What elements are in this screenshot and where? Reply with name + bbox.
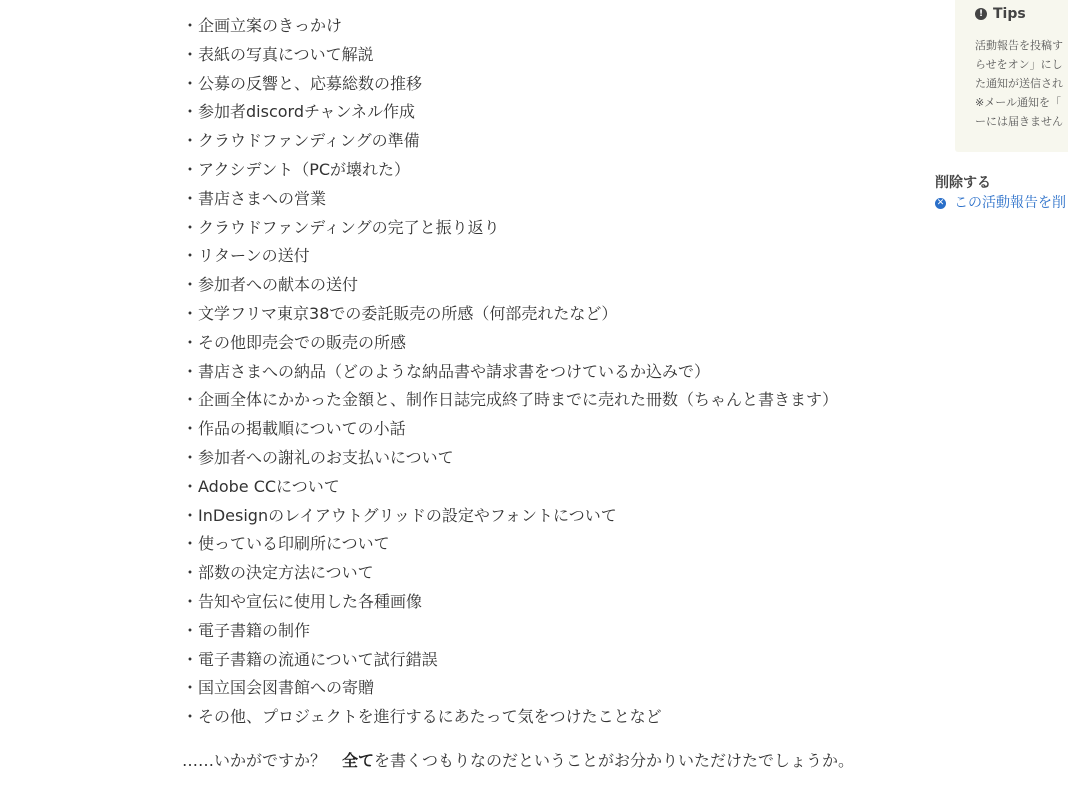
bullet: ・ xyxy=(182,505,199,525)
list-item xyxy=(182,271,902,300)
list-item-text: 部数の決定方法について xyxy=(198,563,374,583)
bullet: ・ xyxy=(182,476,199,496)
list-item xyxy=(182,703,902,732)
list-item-text: 参加者discordチャンネル作成 xyxy=(198,102,416,122)
topic-list xyxy=(182,12,902,732)
close-circle-icon: ✕ xyxy=(936,197,945,208)
bullet: ・ xyxy=(182,217,199,237)
list-item xyxy=(182,559,902,588)
list-item-text: 表紙の写真について解説 xyxy=(198,44,374,64)
bullet: ・ xyxy=(182,649,199,669)
bullet: ・ xyxy=(182,73,199,93)
bullet: ・ xyxy=(182,620,199,640)
tips-text xyxy=(975,36,1063,131)
list-item xyxy=(182,358,902,387)
list-item xyxy=(182,156,902,185)
delete-section xyxy=(935,173,1068,213)
tips-line: ーには届きません xyxy=(975,115,1063,128)
list-item xyxy=(182,242,902,271)
list-item xyxy=(182,617,902,646)
list-item-text: 参加者への謝礼のお支払いについて xyxy=(198,447,454,467)
bullet: ・ xyxy=(182,275,199,295)
list-item xyxy=(182,502,902,531)
list-item-text: その他即売会での販売の所感 xyxy=(198,332,407,352)
bullet: ・ xyxy=(182,678,199,698)
bullet: ・ xyxy=(182,246,199,266)
list-item-text: 電子書籍の流通について試行錯誤 xyxy=(198,649,438,669)
bullet: ・ xyxy=(182,131,199,151)
list-item xyxy=(182,214,902,243)
list-item-text: 電子書籍の制作 xyxy=(198,620,311,640)
list-item xyxy=(182,646,902,675)
bullet: ・ xyxy=(182,563,199,583)
list-item-text: 参加者への献本の送付 xyxy=(198,275,359,295)
tips-line: らせをオン」にし xyxy=(975,58,1063,71)
list-item xyxy=(182,98,902,127)
list-item-text: 文学フリマ東京38での委託販売の所感（何部売れたなど） xyxy=(198,303,618,323)
tips-box xyxy=(955,0,1068,152)
list-item-text: 書店さまへの営業 xyxy=(198,188,327,208)
list-item xyxy=(182,415,902,444)
bullet: ・ xyxy=(182,390,199,410)
list-item-text: 企画立案のきっかけ xyxy=(198,16,343,35)
list-item-text: 企画全体にかかった金額と、制作日誌完成終了時までに売れた冊数（ちゃんと書きます） xyxy=(198,390,839,410)
list-item-text: 告知や宣伝に使用した各種画像 xyxy=(198,591,423,611)
list-item-text: 書店さまへの納品（どのような納品書や請求書をつけているか込みで） xyxy=(198,361,711,381)
tips-line: た通知が送信され xyxy=(975,77,1063,90)
list-item xyxy=(182,70,902,99)
list-item xyxy=(182,185,902,214)
closing-paragraph xyxy=(182,749,902,773)
list-item-text: 国立国会図書館への寄贈 xyxy=(198,678,375,698)
article-body xyxy=(182,12,902,789)
list-item xyxy=(182,300,902,329)
list-item xyxy=(182,530,902,559)
list-item xyxy=(182,444,902,473)
tips-title-text: Tips xyxy=(993,6,1026,22)
list-item xyxy=(182,588,902,617)
list-item xyxy=(182,127,902,156)
bullet: ・ xyxy=(182,361,199,381)
bullet: ・ xyxy=(182,534,199,554)
bullet: ・ xyxy=(182,447,199,467)
list-item-text: その他、プロジェクトを進行するにあたって気をつけたことなど xyxy=(198,707,662,727)
delete-link-label: この活動報告を削 xyxy=(954,195,1066,211)
list-item-text: リターンの送付 xyxy=(198,246,310,266)
bullet: ・ xyxy=(182,159,199,179)
bullet: ・ xyxy=(182,303,199,323)
bullet: ・ xyxy=(182,332,199,352)
exclamation-icon: ! xyxy=(975,8,987,20)
bullet: ・ xyxy=(182,707,199,727)
list-item xyxy=(182,12,902,41)
closing-emphasis: 全て xyxy=(342,750,375,770)
closing-text-after: を書くつもりなのだということがお分かりいただけたでしょうか。 xyxy=(374,750,855,770)
bullet: ・ xyxy=(182,188,199,208)
bullet: ・ xyxy=(182,591,199,611)
bullet: ・ xyxy=(182,44,199,64)
list-item-text: アクシデント（PCが壊れた） xyxy=(198,159,411,179)
tips-line: 活動報告を投稿す xyxy=(975,39,1063,52)
list-item-text: クラウドファンディングの準備 xyxy=(198,131,420,151)
list-item xyxy=(182,41,902,70)
closing-text-before: ……いかがですか？ xyxy=(182,750,343,770)
list-item-text: クラウドファンディングの完了と振り返り xyxy=(198,217,500,237)
list-item xyxy=(182,329,902,358)
tips-line: ※メール通知を「 xyxy=(975,96,1061,109)
list-item-text: InDesignのレイアウトグリッドの設定やフォントについて xyxy=(198,505,617,525)
list-item-text: 使っている印刷所について xyxy=(198,534,390,554)
list-item xyxy=(182,674,902,703)
list-item-text: 作品の掲載順についての小話 xyxy=(198,419,406,439)
list-item-text: 公募の反響と、応募総数の推移 xyxy=(198,73,423,93)
delete-heading: 削除する xyxy=(935,175,991,191)
delete-report-link[interactable] xyxy=(935,193,1068,213)
bullet: ・ xyxy=(182,102,199,122)
list-item xyxy=(182,473,902,502)
list-item-text: Adobe CCについて xyxy=(198,476,340,496)
list-item xyxy=(182,386,902,415)
bullet: ・ xyxy=(182,419,199,439)
tips-title xyxy=(975,6,1026,22)
bullet: ・ xyxy=(182,16,199,35)
